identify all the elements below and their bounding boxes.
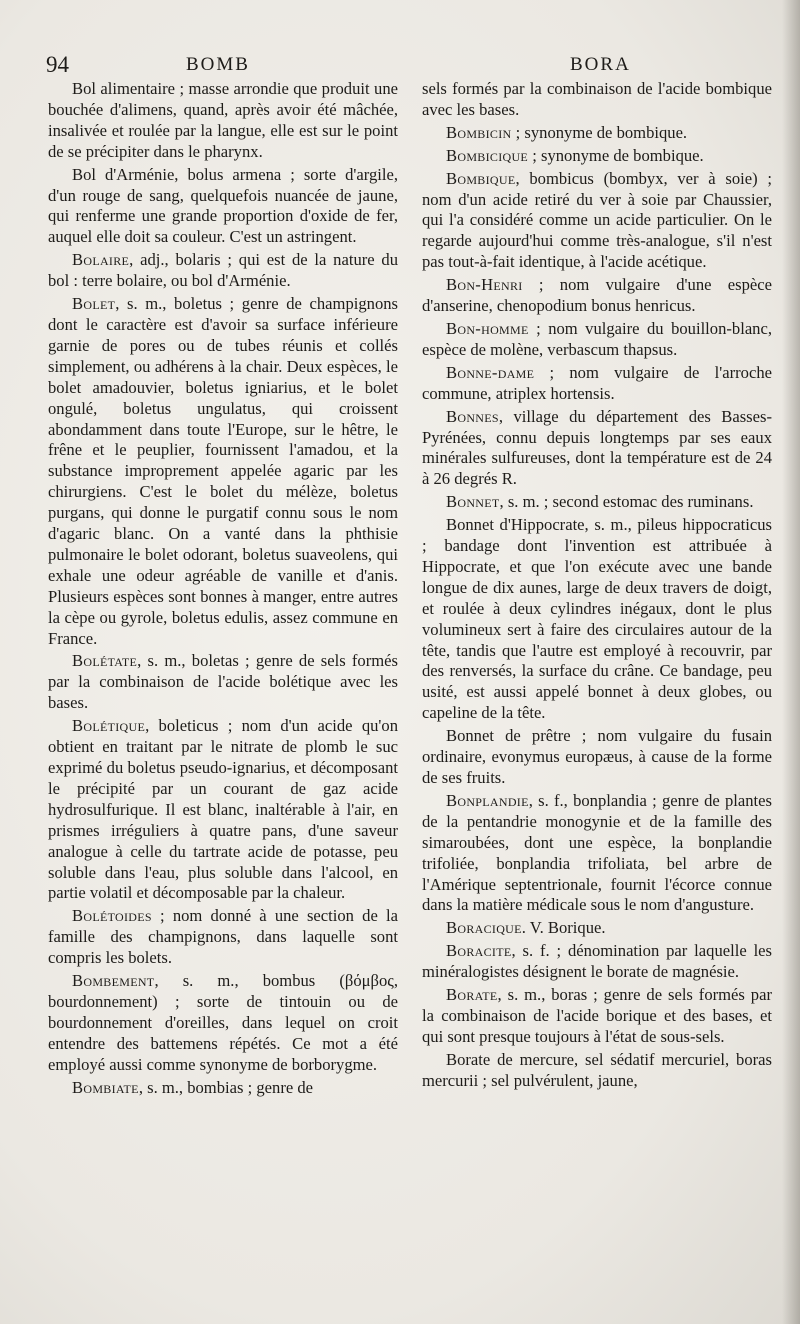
page-edge-shadow [782,0,800,1324]
page-number: 94 [46,52,69,77]
left-running-head: BOMB [186,54,250,75]
entry-headword: Bombiate [72,1077,139,1097]
entry-headword: Bolétate [72,651,138,671]
dictionary-entry [422,79,772,121]
entry-text: . V. Borique. [521,918,606,938]
entry-text: , s. f. ; dénomination par laquelle les minéralogistes désignent le borate de magnésie. [422,941,772,982]
entry-text: ; synonyme de bombique. [528,145,704,165]
dictionary-entry [48,165,398,249]
right-running-head: BORA [570,54,631,75]
dictionary-entry [48,250,398,292]
entry-headword: Bolet [72,294,116,314]
entry-headword: Boracite [446,941,512,961]
dictionary-entry [48,1078,398,1099]
dictionary-entry [48,971,398,1076]
dictionary-entry [48,294,398,649]
dictionary-entry [48,79,398,163]
entry-text: ; nom vulgaire du bouillon-blanc, espèce de molène, verbascum thapsus. [422,318,772,359]
entry-text: Bol alimentaire ; masse arrondie que produit une bouchée d'alimens, quand, après avoir été mâchée, insalivée et roulée par la langue, elle est sur le point de se précipiter dans le pharynx. [48,79,398,161]
dictionary-entry [422,941,772,983]
entry-text: Bol d'Arménie, bolus armena ; sorte d'argile, d'un rouge de sang, quelquefois nuancée de jaune, qui renferme une grande proportion d'oxide de fer, auquel elle doit sa couleur. C'est un astringent. [48,164,398,247]
dictionary-entry [422,515,772,724]
entry-text: , s. m., boras ; genre de sels formés par la combinaison de l'acide borique et des bases, et qui sont presque toujours à l'état de sous-sels. [422,985,772,1046]
entry-text: , s. m., boletus ; genre de champignons dont le caractère est d'avoir sa surface inférieure garnie de pores ou de tubes réunis et collés simplement, ou adhérens à la chair. Deux espèces, le bolet amadouvier, boletus igniarius, et le bolet ongulé, boletus ungulatus, qui croissent abondamment dans toute l'Europe, sur le hêtre, le frêne et le peuplier, fournissent l'amadou, et la substance improprement appelée agaric par les chirurgiens. C'est le bolet du mélèze, boletus purgans, qui donne le purgatif connu sous le nom d'agaric blanc. On a vanté dans la phthisie pulmonaire le bolet odorant, boletus suaveolens, qui exhale une odeur agréable de vanille et d'anis. Plusieurs espèces sont bonnes à manger, entre autres la cèpe ou gyrole, boletus edulis, assez commune en France. [48,294,398,648]
left-column [48,79,398,1294]
entry-headword: Bombicin [446,122,512,142]
dictionary-entry [422,407,772,491]
entry-text: Bonnet de prêtre ; nom vulgaire du fusain ordinaire, evonymus europæus, à cause de la forme de ses fruits. [422,726,772,787]
entry-headword: Bombicique [446,145,529,165]
entry-text: Borate de mercure, sel sédatif mercuriel, boras mercurii ; sel pulvérulent, jaune, [422,1049,772,1090]
entry-headword: Bolaire [72,250,130,270]
dictionary-entry [422,123,772,144]
entry-headword: Bon-homme [446,318,529,338]
dictionary-entry [422,275,772,317]
entry-text: , adj., bolaris ; qui est de la nature du bol : terre bolaire, ou bol d'Arménie. [48,250,398,291]
dictionary-entry [422,726,772,789]
entry-text: , s. m., bombias ; genre de [138,1077,314,1097]
page-header [46,52,770,82]
entry-text: , boleticus ; nom d'un acide qu'on obtient en traitant par le nitrate de plomb le suc exprimé du boletus pseudo-ignarius, et décomposant le précipité par un courant de gaz acide hydrosulfurique. Il est blanc, inaltérable à l'air, en prismes irréguliers à quatre pans, d'une saveur analogue à celle du tartrate acide de potasse, peu soluble dans l'eau, plus soluble dans l'alcool, en partie volatil et décomposable par la chaleur. [48,716,398,903]
entry-text: , s. f., bonplandia ; genre de plantes de la pentandrie monogynie et de la famille des simaroubées, dont une espèce, la bonplandie trifoliée, bonplandia trifoliata, bel arbre de l'Amérique septentrionale, fournit l'écorce connue dans la matière médicale sous le nom d'angusture. [422,790,772,915]
entry-text: , village du département des Basses-Pyrénées, connu depuis longtemps par ses eaux minérales sulfureuses, dont la température est de 24 à 26 degrés R. [422,406,772,489]
entry-text: , bombicus (bombyx, ver à soie) ; nom d'un acide retiré du ver à soie par Chaussier, qui l'a considéré comme un acide particulier. On le regarde aujourd'hui comme très-analogue, s'il n'est pas tout-à-fait identique, à l'acide acétique. [422,168,772,272]
entry-headword: Bon-Henri [446,275,523,295]
dictionary-entry [48,906,398,969]
entry-text: Bonnet d'Hippocrate, s. m., pileus hippocraticus ; bandage dont l'invention est attribuée à Hippocrate, et que l'on exécute avec une bande longue de dix aunes, large de deux travers de doigt, et roulée à deux cylindres inégaux, dont le plus volumineux sert à faire des circulaires autour de la tête, tandis que l'autre est employé à recouvrir, par des renversés, la surface du crâne. Ce bandage, peu usité, est aussi appelé bonnet à deux globes, ou capeline de la tête. [422,515,772,723]
entry-headword: Borate [446,985,498,1005]
entry-text: ; nom vulgaire de l'arroche commune, atriplex hortensis. [422,362,772,403]
entry-text: sels formés par la combinaison de l'acide bombique avec les bases. [422,79,772,119]
dictionary-entry [422,169,772,274]
entry-headword: Bolétique [72,716,146,736]
entry-text: , s. m. ; second estomac des ruminans. [499,492,754,512]
dictionary-entry [422,985,772,1048]
entry-headword: Bonplandie [446,790,529,810]
dictionary-entry [422,363,772,405]
entry-headword: Bolétoides [72,906,152,926]
entry-text: ; nom donné à une section de la famille des champignons, dans laquelle sont compris les bolets. [48,906,398,968]
right-column [422,79,772,1294]
dictionary-entry [422,791,772,916]
entry-text: ; synonyme de bombique. [511,122,688,142]
entry-headword: Bonnes [446,406,499,426]
dictionary-entry [422,1050,772,1092]
dictionary-entry [422,146,772,167]
entry-headword: Bonne-dame [446,362,535,382]
entry-headword: Boracique [446,918,522,938]
dictionary-entry [48,716,398,904]
dictionary-entry [422,918,772,939]
dictionary-entry [48,651,398,714]
entry-headword: Bonnet [446,492,500,512]
entry-headword: Bombement [72,971,155,991]
dictionary-entry [422,492,772,513]
entry-headword: Bombique [446,168,516,188]
entry-text: ; nom vulgaire d'une espèce d'anserine, chenopodium bonus henricus. [422,275,772,316]
dictionary-entry [422,319,772,361]
entry-text: , s. m., bombus (βόμβος, bourdonnement) ; sorte de tintouin ou de bourdonnement d'oreilles, dans lequel on croit entendre des battemens répétés. Ce mot a été employé aussi comme synonyme de borborygme. [48,971,398,1074]
entry-text: , s. m., boletas ; genre de sels formés par la combinaison de l'acide bolétique avec les bases. [48,651,398,713]
